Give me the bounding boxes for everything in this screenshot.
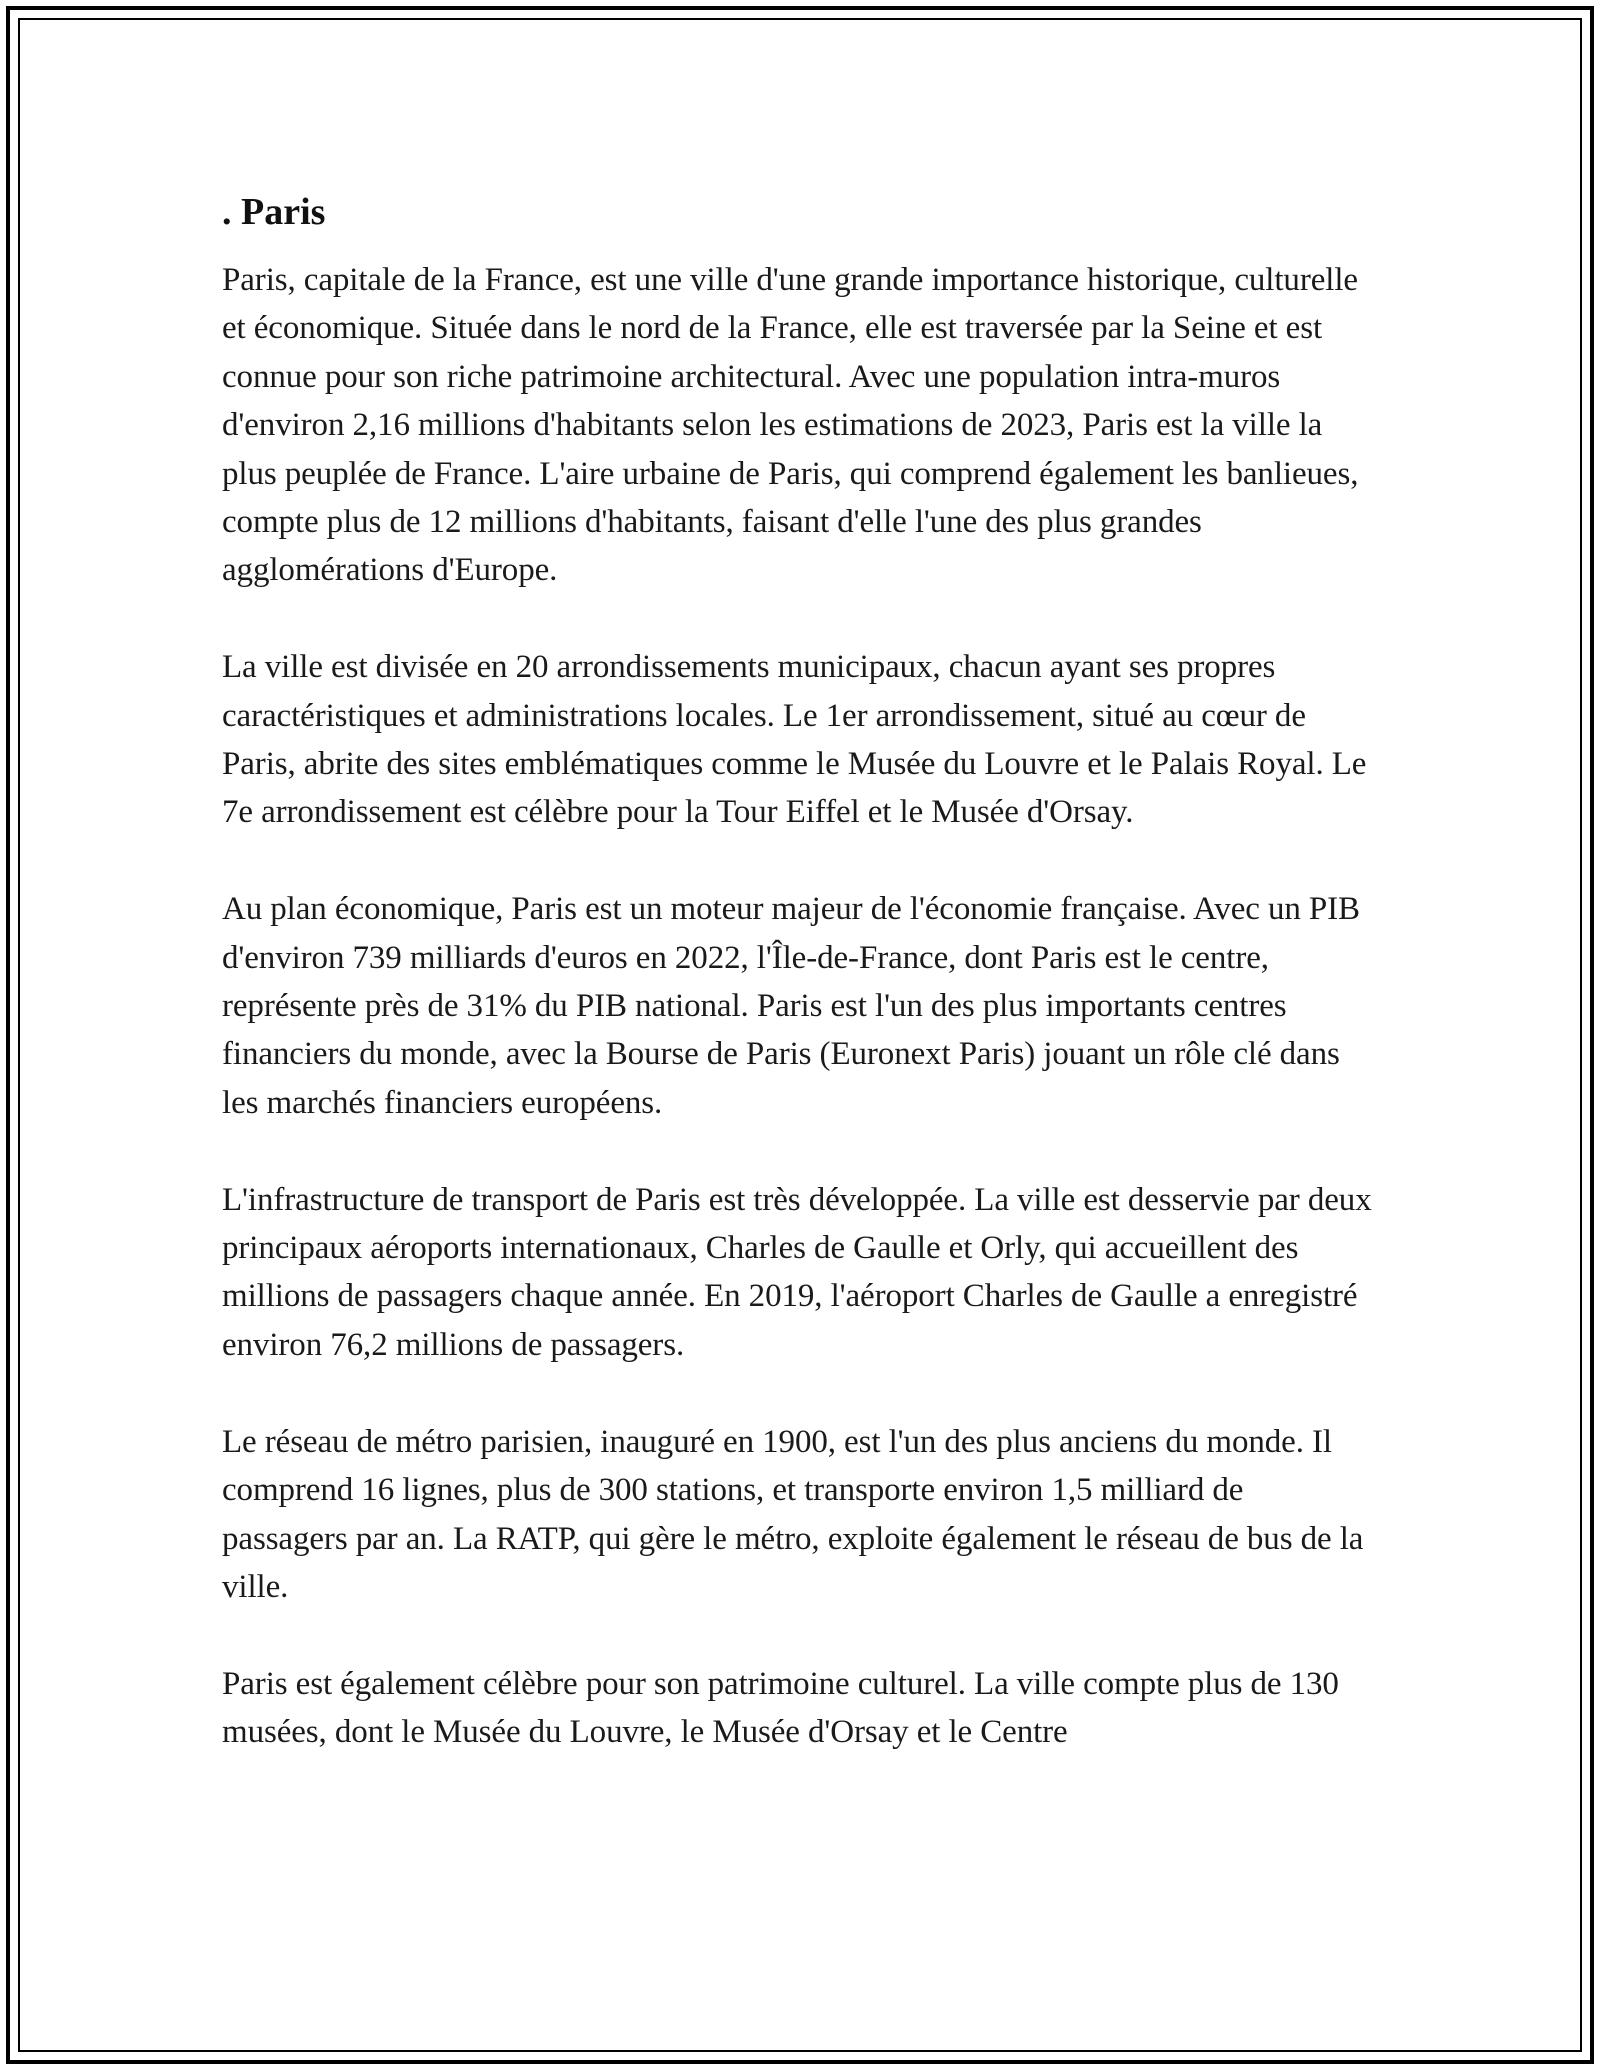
paragraph-introduction: Paris, capitale de la France, est une ville d'une grande importance historique, culturelle et économique. Située dans le nord de la France, elle est traversée par la Seine et est connue pour son riche patrimoine architectural. Avec une population intra-muros d'environ 2,16 millions d'habitants selon les estimations de 2023, Paris est la ville la plus peuplée de France. L'aire urbaine de Paris, qui comprend également les banlieues, compte plus de 12 millions d'habitants, faisant d'elle l'une des plus grandes agglomérations d'Europe. xyxy=(222,262,1359,589)
paragraph-transport: L'infrastructure de transport de Paris est très développée. La ville est desservie par deux principaux aéroports internationaux, Charles de Gaulle et Orly, qui accueillent des millions de passagers chaque année. En 2019, l'aéroport Charles de Gaulle a enregistré environ 76,2 millions de passagers. xyxy=(222,1181,1372,1363)
document-body xyxy=(222,186,1372,1805)
paragraph-economy: Au plan économique, Paris est un moteur majeur de l'économie française. Avec un PIB d'environ 739 milliards d'euros en 2022, l'Île-de-France, dont Paris est le centre, représente près de 31% du PIB national. Paris est l'un des plus importants centres financiers du monde, avec la Bourse de Paris (Euronext Paris) jouant un rôle clé dans les marchés financiers européens. xyxy=(222,891,1360,1121)
document-title: . Paris xyxy=(222,191,326,233)
paragraph-arrondissements: La ville est divisée en 20 arrondissements municipaux, chacun ayant ses propres caractéristiques et administrations locales. Le 1er arrondissement, situé au cœur de Paris, abrite des sites emblématiques comme le Musée du Louvre et le Palais Royal. Le 7e arrondissement est célèbre pour la Tour Eiffel et le Musée d'Orsay. xyxy=(222,649,1367,831)
paragraph-metro: Le réseau de métro parisien, inauguré en 1900, est l'un des plus anciens du monde. Il comprend 16 lignes, plus de 300 stations, et transporte environ 1,5 milliard de passagers par an. La RATP, qui gère le métro, exploite également le réseau de bus de la ville. xyxy=(222,1423,1364,1605)
paragraph-culture: Paris est également célèbre pour son patrimoine culturel. La ville compte plus de 130 musées, dont le Musée du Louvre, le Musée d'Orsay et le Centre xyxy=(222,1665,1339,1751)
